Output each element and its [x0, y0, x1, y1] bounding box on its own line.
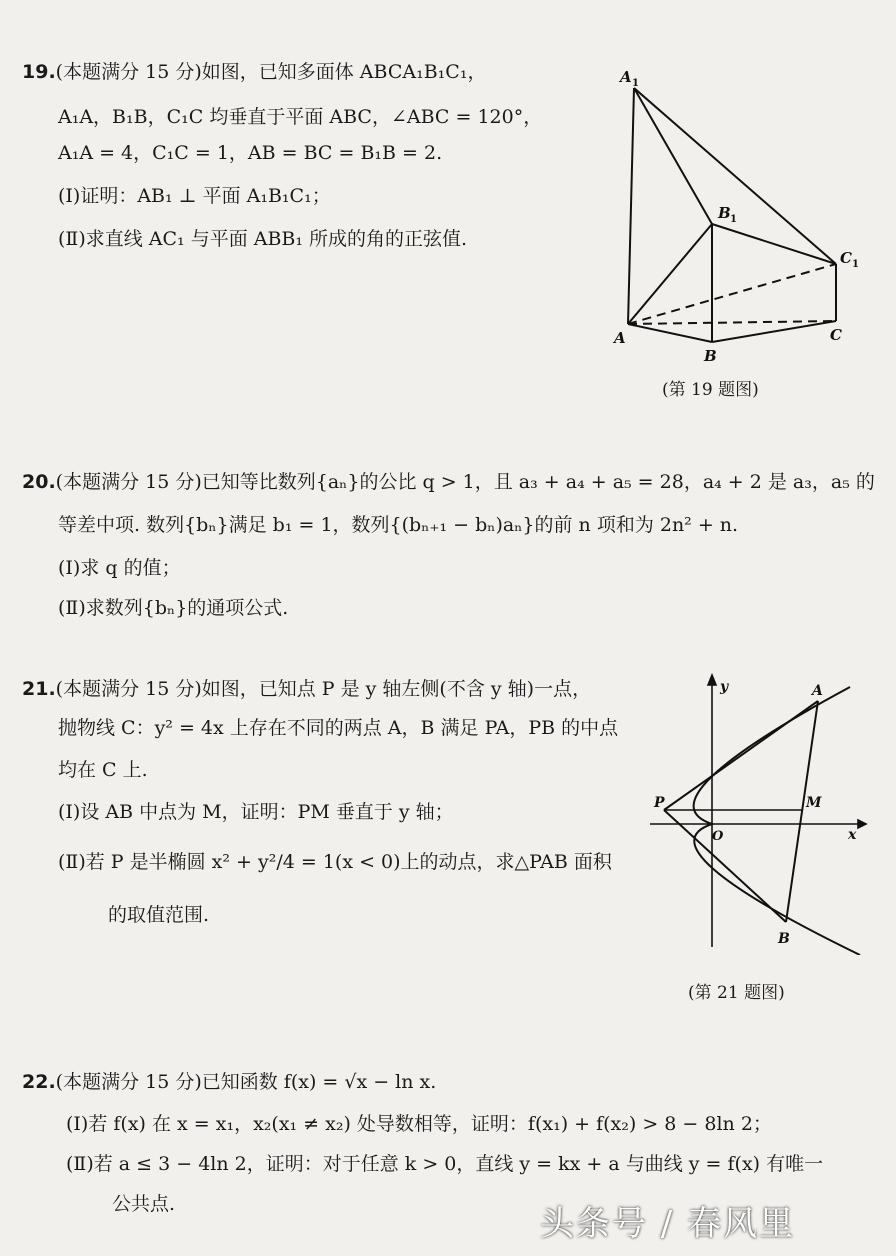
q19-figure: [600, 60, 870, 370]
q19-stem-1: (本题满分 15 分)如图，已知多面体 ABCA₁B₁C₁，: [55, 61, 487, 83]
q19-part1: (Ⅰ)证明：AB₁ ⊥ 平面 A₁B₁C₁；: [58, 185, 331, 207]
label-A1: A: [620, 68, 632, 86]
edge-AC-dashed: [628, 321, 836, 324]
watermark-text: 头条号 / 春风里: [540, 1204, 796, 1244]
q19-stem-2: A₁A，B₁B，C₁C 均垂直于平面 ABC，∠ABC = 120°，: [58, 106, 543, 128]
label-B: B: [704, 347, 717, 365]
q19-line1: [22, 60, 486, 84]
edge-A1A: [628, 88, 634, 324]
label-B1: B: [718, 204, 731, 222]
segment-PA: [664, 701, 818, 810]
edge-A1C1: [634, 88, 836, 264]
q19-number: 19.: [22, 61, 56, 83]
label-y: y: [720, 679, 729, 695]
label-P: P: [654, 795, 665, 811]
q20-stem-1: (本题满分 15 分)已知等比数列{aₙ}的公比 q > 1，且 a₃ + a₄ + a₅ = 28，a₄ + 2 是 a₃，a₅ 的: [55, 471, 875, 493]
q21-part2-cont: 的取值范围.: [108, 904, 210, 926]
segment-AB: [786, 701, 818, 922]
q21-stem-3: 均在 C 上.: [58, 759, 148, 781]
x-axis-arrow: [858, 820, 866, 828]
q22-stem-1: (本题满分 15 分)已知函数 f(x) = √x − ln x.: [55, 1071, 437, 1093]
edge-AC1-dashed: [628, 264, 836, 324]
q21-figure-caption: (第 21 题图): [688, 983, 785, 1003]
label-A: A: [614, 329, 626, 347]
segment-PB: [664, 810, 786, 922]
edge-AB1: [628, 224, 712, 324]
label-M: M: [806, 795, 822, 811]
q21-line1: [22, 677, 591, 701]
label-A1-sub: 1: [632, 78, 639, 89]
q20-part1: (Ⅰ)求 q 的值；: [58, 557, 181, 579]
q21-figure: [640, 665, 870, 955]
q21-stem-2: 抛物线 C：y² = 4x 上存在不同的两点 A，B 满足 PA，PB 的中点: [58, 717, 619, 739]
label-B: B: [778, 931, 790, 947]
q19-figure-caption: (第 19 题图): [662, 380, 759, 400]
edge-AB: [628, 324, 712, 342]
q20-part2: (Ⅱ)求数列{bₙ}的通项公式.: [58, 597, 289, 619]
q22-part2-cont: 公共点.: [112, 1193, 176, 1215]
label-B1-sub: 1: [730, 214, 737, 225]
label-C1: C: [840, 249, 852, 267]
q20-line1: [22, 470, 875, 494]
q21-number: 21.: [22, 678, 56, 700]
q22-line1: [22, 1070, 436, 1094]
q21-part2: (Ⅱ)若 P 是半椭圆 x² + y²/4 = 1(x < 0)上的动点，求△PAB 面积: [58, 851, 612, 873]
q20-number: 20.: [22, 471, 56, 493]
q21-stem-1: (本题满分 15 分)如图，已知点 P 是 y 轴左侧(不含 y 轴)一点，: [55, 678, 592, 700]
edge-BC: [712, 321, 836, 342]
label-C1-sub: 1: [852, 259, 859, 270]
q21-part1: (Ⅰ)设 AB 中点为 M，证明：PM 垂直于 y 轴；: [58, 801, 454, 823]
q19-stem-3: A₁A = 4，C₁C = 1，AB = BC = B₁B = 2.: [58, 142, 443, 164]
label-A: A: [812, 683, 823, 699]
q22-part1: (Ⅰ)若 f(x) 在 x = x₁，x₂(x₁ ≠ x₂) 处导数相等，证明：f(x₁) + f(x₂) > 8 − 8ln 2；: [66, 1113, 772, 1135]
label-C: C: [830, 326, 842, 344]
q22-part2: (Ⅱ)若 a ≤ 3 − 4ln 2，证明：对于任意 k > 0，直线 y = kx + a 与曲线 y = f(x) 有唯一: [66, 1153, 824, 1175]
q19-part2: (Ⅱ)求直线 AC₁ 与平面 ABB₁ 所成的角的正弦值.: [58, 228, 468, 250]
q22-number: 22.: [22, 1071, 56, 1093]
label-O: O: [712, 829, 724, 844]
q20-stem-2: 等差中项. 数列{bₙ}满足 b₁ = 1，数列{(bₙ₊₁ − bₙ)aₙ}的前 n 项和为 2n² + n.: [58, 514, 739, 536]
edge-A1B1: [634, 88, 712, 224]
label-x: x: [848, 827, 857, 843]
edge-B1C1: [712, 224, 836, 264]
y-axis-arrow: [708, 675, 716, 685]
